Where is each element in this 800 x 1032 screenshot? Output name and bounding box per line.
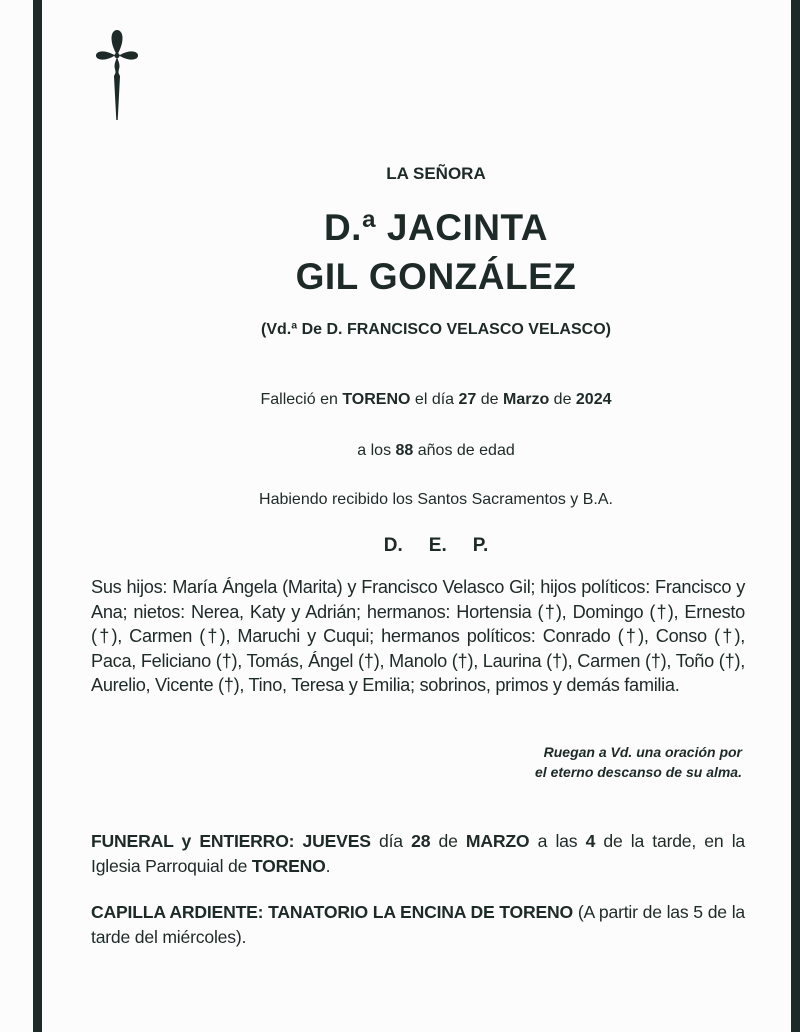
age-years: 88 [395,442,414,459]
dep-d: D. [383,535,403,556]
death-year: 2024 [575,391,612,408]
funeral-day: 28 [411,831,431,851]
funeral-day-prefix: día [370,831,412,851]
chapel-paragraph [91,900,745,949]
funeral-hour: 4 [585,831,596,851]
death-day: 27 [458,391,477,408]
funeral-month-prefix: de [430,831,466,851]
death-year-prefix: de [549,391,576,408]
prayer-line-2: el eterno descanso de su alma. [535,764,742,780]
funeral-time-prefix: a las [529,831,586,851]
funeral-end: . [325,855,331,876]
deceased-name-first: D.ª JACINTA [323,207,549,248]
age-prefix: a los [357,442,396,459]
sacraments-line: Habiendo recibido los Santos Sacramentos y B.A. [259,491,613,508]
death-place: TORENO [342,391,411,408]
widow-of-line: (Vd.ª De D. FRANCISCO VELASCO VELASCO) [261,321,611,338]
santiago-cross-icon [94,28,140,122]
funeral-label: FUNERAL y ENTIERRO: JUEVES [91,831,371,851]
funeral-month: MARZO [465,831,530,851]
family-paragraph: Sus hijos: María Ángela (Marita) y Francisco Velasco Gil; hijos políticos: Francisco y Ana; nietos: Nerea, Katy y Adrián; hermanos: Hortensia (†), Domingo (†), Ernesto (†), Carmen (†), Maruchi y Cuqui; hermanos políticos: Conrado (†), Conso (†), Paca, Feliciano (†), Tomás, Ángel (†), Manolo (†), Laurina (†), Carmen (†), Toño (†), Aurelio, Vicente (†), Tino, Teresa y Emilia; sobrinos, primos y demás familia. [91,577,745,695]
dep-line [91,534,781,558]
left-border-bar [33,0,42,1032]
dep-e: E. [428,535,447,556]
death-day-prefix: el día [410,391,459,408]
death-month: Marzo [502,391,550,408]
chapel-label: CAPILLA ARDIENTE: TANATORIO LA ENCINA DE TORENO [91,902,574,922]
funeral-paragraph [91,829,745,878]
age-line [91,440,781,462]
death-month-prefix: de [476,391,503,408]
prayer-line-1: Ruegan a Vd. una oración por [543,744,742,760]
death-date-line [91,389,781,411]
death-prefix: Falleció en [260,391,343,408]
age-suffix: años de edad [413,442,515,459]
dep-p: P. [472,535,489,556]
funeral-place: TORENO [251,855,326,876]
funeral-time-suffix: de la tarde, en la Iglesia Parroquial de [91,831,745,876]
prayer-request [535,742,742,782]
deceased-title: LA SEÑORA [386,164,486,183]
deceased-name-surnames: GIL GONZÁLEZ [295,256,577,297]
chapel-detail: (A partir de las 5 de la tarde del miércoles). [91,902,745,947]
right-border-bar [791,0,800,1032]
